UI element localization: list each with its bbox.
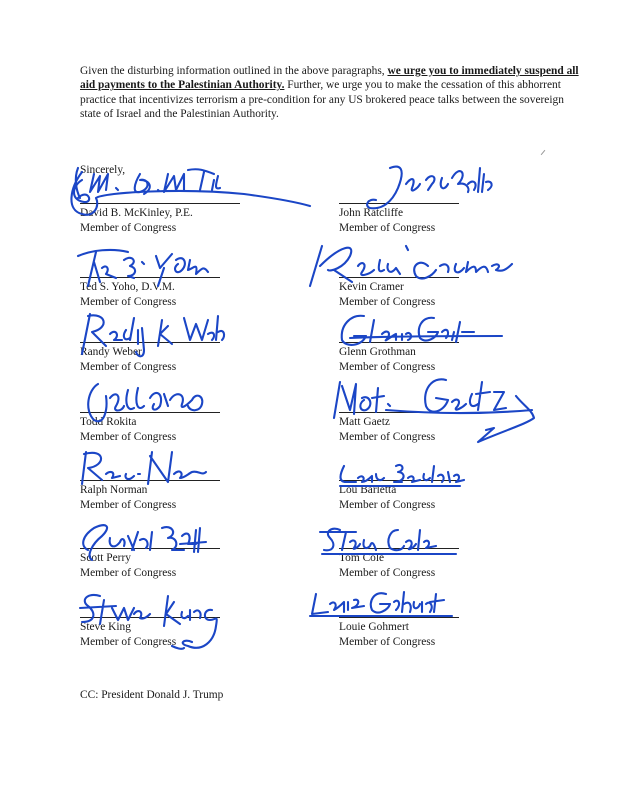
signer-title: Member of Congress	[339, 499, 436, 511]
signature-grothman	[330, 306, 510, 352]
signer-title: Member of Congress	[80, 296, 177, 308]
signer-name: Ted S. Yoho, D.V.M.	[80, 281, 175, 293]
signer-name: Louie Gohmert	[339, 621, 409, 633]
signer-name: Todd Rokita	[80, 416, 137, 428]
signature-barletta	[336, 460, 466, 494]
signer-title: Member of Congress	[80, 431, 177, 443]
signer-title: Member of Congress	[80, 636, 177, 648]
signature-cramer	[300, 236, 520, 296]
signature-yoho	[72, 238, 212, 294]
signature-ratcliffe	[362, 158, 502, 218]
signer-name: David B. McKinley, P.E.	[80, 207, 193, 219]
signature-king	[72, 586, 232, 656]
signer-title: Member of Congress	[80, 361, 177, 373]
signature-cole	[316, 522, 466, 562]
signature-mckinley	[64, 158, 314, 228]
signature-norman	[76, 444, 216, 490]
signer-title: Member of Congress	[80, 499, 177, 511]
signer-title: Member of Congress	[339, 636, 436, 648]
signer-title: Member of Congress	[80, 222, 177, 234]
signer-name: Glenn Grothman	[339, 346, 416, 358]
signer-title: Member of Congress	[339, 296, 436, 308]
signer-title: Member of Congress	[339, 567, 436, 579]
signer-block-gohmert	[339, 620, 435, 650]
signature-perry	[76, 516, 216, 566]
signer-name: John Ratcliffe	[339, 207, 404, 219]
signer-name: Randy Weber	[80, 346, 142, 358]
paragraph-text: Given the disturbing information outlined in the above paragraphs,	[80, 65, 388, 77]
signer-title: Member of Congress	[339, 361, 436, 373]
signer-name: Steve King	[80, 621, 131, 633]
signature-gaetz	[326, 370, 546, 450]
signer-title: Member of Congress	[339, 431, 436, 443]
stray-mark	[541, 150, 546, 155]
signer-title: Member of Congress	[339, 222, 436, 234]
signer-name: Lou Barletta	[339, 484, 397, 496]
signature-gohmert	[306, 584, 476, 624]
signer-name: Ralph Norman	[80, 484, 148, 496]
closing: Sincerely,	[80, 164, 126, 176]
signature-weber	[76, 306, 226, 360]
signer-name: Scott Perry	[80, 552, 131, 564]
paragraph-text-continued: Further, we urge you to make the cessation of this abhorrent practice that incentivizes terrorism a pre-condition for any US brokered peace talks between the sovereign state of Israel and the Palestinian Authority.	[80, 79, 564, 120]
paragraph-emphasis: we urge you to immediately suspend all aid payments to the Palestinian Authority.	[80, 65, 579, 92]
signer-name: Tom Cole	[339, 552, 385, 564]
signer-title: Member of Congress	[80, 567, 177, 579]
signer-name: Kevin Cramer	[339, 281, 404, 293]
signer-name: Matt Gaetz	[339, 416, 390, 428]
signature-rokita	[76, 370, 216, 430]
letter-paragraph	[80, 64, 580, 121]
cc-line: CC: President Donald J. Trump	[80, 689, 224, 701]
